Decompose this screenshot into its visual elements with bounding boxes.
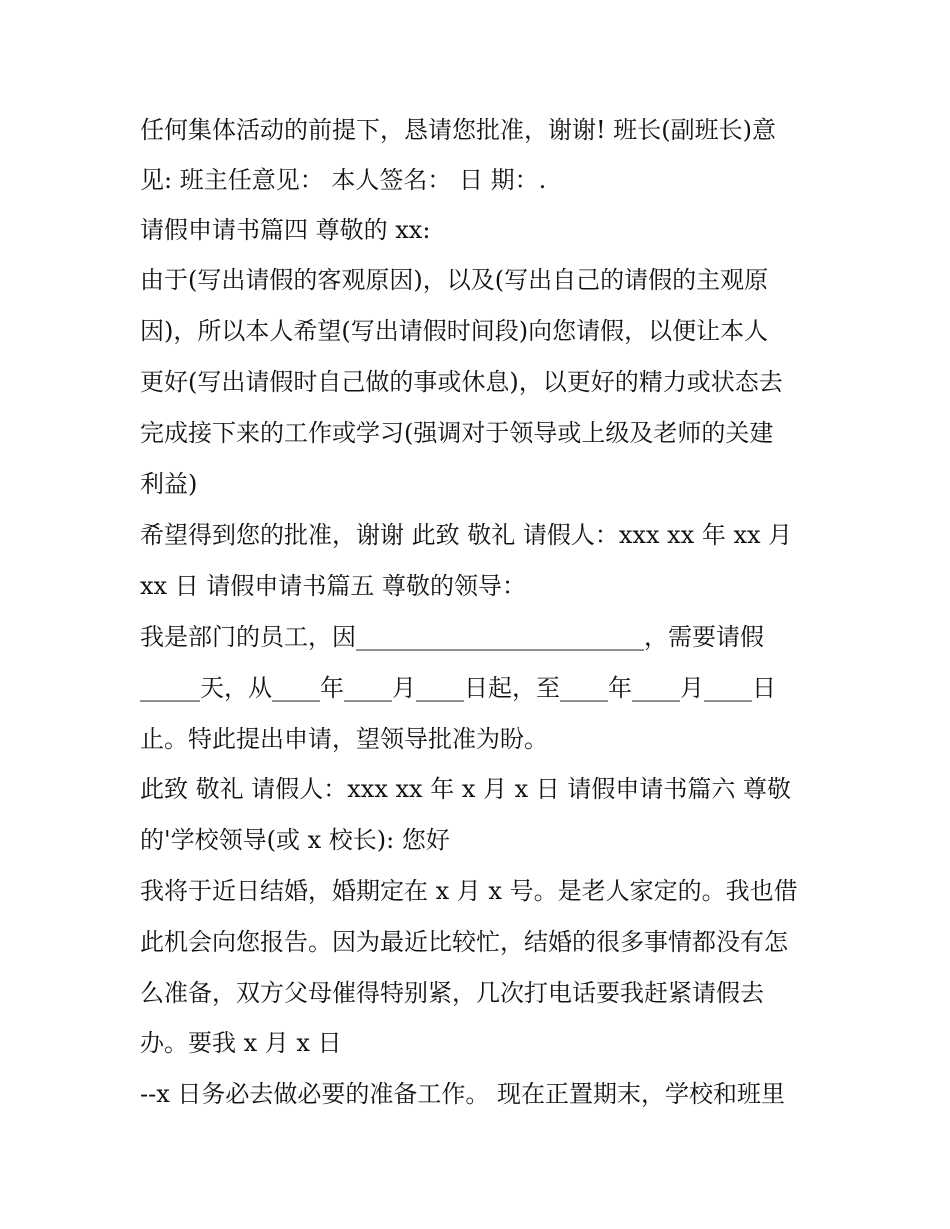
text-line: xx 日 请假申请书篇五 尊敬的领导：	[140, 572, 526, 600]
text-line: 利益)	[140, 470, 198, 498]
text-line: 任何集体活动的前提下，恳请您批准，谢谢! 班长(副班长)意	[140, 116, 776, 144]
text-line: 此致 敬礼 请假人：xxx xx 年 x 月 x 日 请假申请书篇六 尊敬	[140, 775, 792, 803]
text-line: 更好(写出请假时自己做的事或休息)，以更好的精力或状态去	[140, 368, 783, 396]
text-line: _____天，从____年____月____日起，至____年____月____日	[140, 674, 776, 702]
text-line: 此机会向您报告。因为最近比较忙，结婚的很多事情都没有怎	[140, 928, 788, 956]
text-line: 么准备，双方父母催得特别紧，几次打电话要我赶紧请假去	[140, 979, 764, 1007]
text-line: 见: 班主任意见： 本人签名： 日 期：.	[140, 166, 547, 194]
text-line: 希望得到您的批准，谢谢 此致 敬礼 请假人：xxx xx 年 xx 月	[140, 521, 793, 549]
text-line: 我是部门的员工，因________________________，需要请假	[140, 623, 764, 651]
text-line: 完成接下来的工作或学习(强调对于领导或上级及老师的关建	[140, 419, 774, 447]
text-line: 因)，所以本人希望(写出请假时间段)向您请假，以便让本人	[140, 317, 769, 345]
text-line: 请假申请书篇四 尊敬的 xx:	[140, 216, 431, 244]
text-line: 办。要我 x 月 x 日	[140, 1029, 342, 1057]
text-line: 由于(写出请假的客观原因)，以及(写出自己的请假的主观原	[140, 266, 769, 294]
text-line: 的'学校领导(或 x 校长): 您好	[140, 826, 450, 854]
text-line: --x 日务必去做必要的准备工作。 现在正置期末，学校和班里	[140, 1080, 786, 1108]
text-line: 止。特此提出申请，望领导批准为盼。	[140, 725, 548, 753]
text-line: 我将于近日结婚，婚期定在 x 月 x 号。是老人家定的。我也借	[140, 877, 798, 905]
